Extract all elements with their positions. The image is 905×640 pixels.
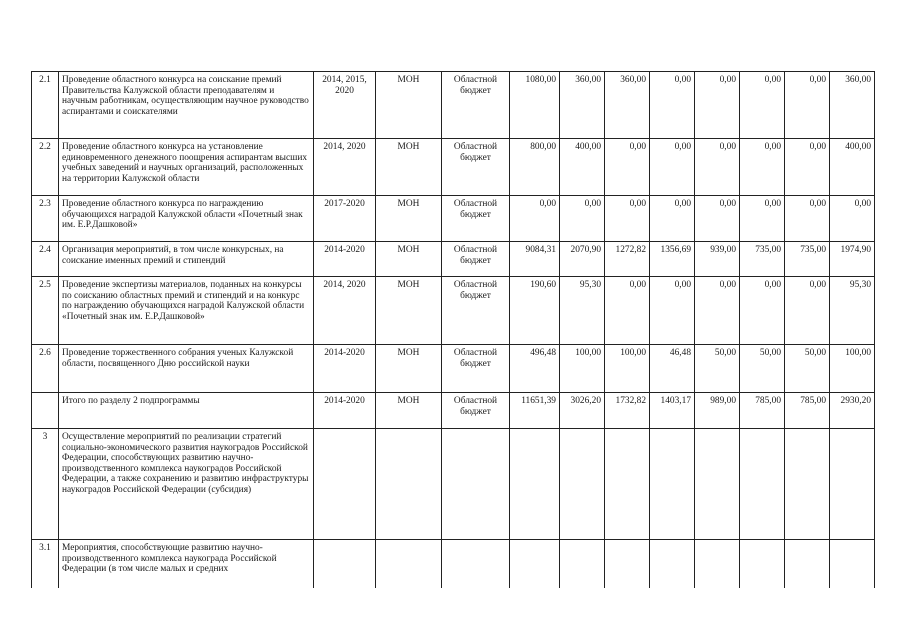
row-executor: МОН: [376, 393, 442, 429]
row-total: 496,48: [510, 345, 560, 393]
row-value: 0,00: [695, 72, 740, 139]
row-total: 11651,39: [510, 393, 560, 429]
row-title: Итого по разделу 2 подпрограммы: [59, 393, 314, 429]
table-row: [32, 72, 875, 139]
row-value: 735,00: [785, 242, 830, 277]
row-value: [785, 540, 830, 589]
row-funding-source: Областной бюджет: [442, 345, 510, 393]
row-funding-source: Областной бюджет: [442, 242, 510, 277]
row-value: [785, 429, 830, 540]
row-value: 400,00: [830, 139, 875, 196]
row-value: 0,00: [650, 196, 695, 242]
table-row: [32, 242, 875, 277]
row-value: 1356,69: [650, 242, 695, 277]
row-value: 735,00: [740, 242, 785, 277]
table-row: [32, 196, 875, 242]
table-row: [32, 540, 875, 589]
row-value: [740, 429, 785, 540]
row-value: [695, 540, 740, 589]
row-years: 2014-2020: [314, 345, 376, 393]
row-value: 0,00: [785, 196, 830, 242]
row-value: 95,30: [830, 277, 875, 345]
row-value: 0,00: [695, 139, 740, 196]
row-value: 939,00: [695, 242, 740, 277]
row-value: 100,00: [560, 345, 605, 393]
row-executor: МОН: [376, 196, 442, 242]
row-value: [560, 540, 605, 589]
row-funding-source: Областной бюджет: [442, 196, 510, 242]
row-total: [510, 429, 560, 540]
row-funding-source: Областной бюджет: [442, 72, 510, 139]
row-funding-source: [442, 429, 510, 540]
row-value: 95,30: [560, 277, 605, 345]
row-years: 2017-2020: [314, 196, 376, 242]
row-value: 1272,82: [605, 242, 650, 277]
program-table-body: [32, 72, 875, 589]
row-value: 0,00: [650, 139, 695, 196]
row-title: Мероприятия, способствующие развитию научно-производственного комплекса наукограда Российской Федерации (в том числе малых и средних: [59, 540, 314, 589]
table-row: [32, 277, 875, 345]
row-title: Проведение экспертизы материалов, поданных на конкурсы по соисканию областных премий и стипендий и на конкурс по награждению обучающихся наградой Калужской области «Почетный знак им. Е.Р.Дашковой»: [59, 277, 314, 345]
row-value: 50,00: [740, 345, 785, 393]
row-years: [314, 540, 376, 589]
row-value: 360,00: [830, 72, 875, 139]
row-number: 2.2: [32, 139, 59, 196]
row-value: [650, 429, 695, 540]
row-years: 2014, 2020: [314, 139, 376, 196]
row-number: 3: [32, 429, 59, 540]
row-number: 2.1: [32, 72, 59, 139]
row-years: 2014-2020: [314, 393, 376, 429]
row-value: 0,00: [740, 139, 785, 196]
row-total: 190,60: [510, 277, 560, 345]
row-total: 1080,00: [510, 72, 560, 139]
row-number: 2.4: [32, 242, 59, 277]
row-title: Проведение областного конкурса по награждению обучающихся наградой Калужской области «Почетный знак им. Е.Р.Дашковой»: [59, 196, 314, 242]
row-number: 2.3: [32, 196, 59, 242]
row-value: 0,00: [650, 277, 695, 345]
row-number: [32, 393, 59, 429]
row-value: 0,00: [695, 277, 740, 345]
table-row-subtotal: [32, 393, 875, 429]
row-executor: МОН: [376, 277, 442, 345]
row-title: Проведение областного конкурса на установление единовременного денежного поощрения аспирантам высших учебных заведений и научных организаций, расположенных на территории Калужской области: [59, 139, 314, 196]
row-value: [830, 540, 875, 589]
row-value: 0,00: [785, 139, 830, 196]
row-value: 46,48: [650, 345, 695, 393]
row-funding-source: [442, 540, 510, 589]
row-value: 100,00: [830, 345, 875, 393]
row-value: 785,00: [740, 393, 785, 429]
row-years: 2014, 2015, 2020: [314, 72, 376, 139]
row-title: Проведение областного конкурса на соискание премий Правительства Калужской области преподавателям и научным работникам, осуществляющим научное руководство аспирантами и соискателями: [59, 72, 314, 139]
row-total: 9084,31: [510, 242, 560, 277]
row-value: 2930,20: [830, 393, 875, 429]
row-value: 0,00: [560, 196, 605, 242]
row-value: 0,00: [605, 139, 650, 196]
row-years: 2014-2020: [314, 242, 376, 277]
row-value: [560, 429, 605, 540]
row-value: 3026,20: [560, 393, 605, 429]
row-value: 50,00: [785, 345, 830, 393]
row-number: 2.6: [32, 345, 59, 393]
row-executor: МОН: [376, 72, 442, 139]
row-years: 2014, 2020: [314, 277, 376, 345]
row-number: 2.5: [32, 277, 59, 345]
table-row: [32, 139, 875, 196]
row-value: 989,00: [695, 393, 740, 429]
row-funding-source: Областной бюджет: [442, 393, 510, 429]
row-value: [740, 540, 785, 589]
row-value: 1732,82: [605, 393, 650, 429]
row-value: 0,00: [605, 196, 650, 242]
row-title: Проведение торжественного собрания ученых Калужской области, посвященного Дню российской науки: [59, 345, 314, 393]
row-value: 0,00: [740, 196, 785, 242]
row-title: Организация мероприятий, в том числе конкурсных, на соискание именных премий и стипендий: [59, 242, 314, 277]
row-value: [605, 429, 650, 540]
row-value: [605, 540, 650, 589]
row-value: 0,00: [830, 196, 875, 242]
row-value: 360,00: [560, 72, 605, 139]
row-value: 0,00: [785, 72, 830, 139]
row-value: 400,00: [560, 139, 605, 196]
row-value: [695, 429, 740, 540]
row-value: 785,00: [785, 393, 830, 429]
row-funding-source: Областной бюджет: [442, 139, 510, 196]
table-row: [32, 345, 875, 393]
program-table: [31, 71, 875, 588]
row-total: 800,00: [510, 139, 560, 196]
row-number: 3.1: [32, 540, 59, 589]
row-value: 0,00: [740, 72, 785, 139]
row-executor: МОН: [376, 345, 442, 393]
row-value: 0,00: [650, 72, 695, 139]
row-executor: [376, 540, 442, 589]
row-value: 0,00: [695, 196, 740, 242]
row-funding-source: Областной бюджет: [442, 277, 510, 345]
row-years: [314, 429, 376, 540]
row-value: 1974,90: [830, 242, 875, 277]
row-value: 100,00: [605, 345, 650, 393]
row-value: 50,00: [695, 345, 740, 393]
row-value: 360,00: [605, 72, 650, 139]
row-value: 1403,17: [650, 393, 695, 429]
row-value: 0,00: [785, 277, 830, 345]
row-value: 2070,90: [560, 242, 605, 277]
row-total: 0,00: [510, 196, 560, 242]
row-title: Осуществление мероприятий по реализации стратегий социально-экономического развития наукоградов Российской Федерации, способствующих развитию научно-производственного комплекса наукоградов Российской Федерации, а также сохранению и развитию инфраструктуры наукоградов Российской Федерации (субсидия): [59, 429, 314, 540]
row-executor: МОН: [376, 242, 442, 277]
row-executor: МОН: [376, 139, 442, 196]
row-value: 0,00: [740, 277, 785, 345]
row-value: [830, 429, 875, 540]
table-row-section: [32, 429, 875, 540]
row-total: [510, 540, 560, 589]
row-value: [650, 540, 695, 589]
row-executor: [376, 429, 442, 540]
row-value: 0,00: [605, 277, 650, 345]
